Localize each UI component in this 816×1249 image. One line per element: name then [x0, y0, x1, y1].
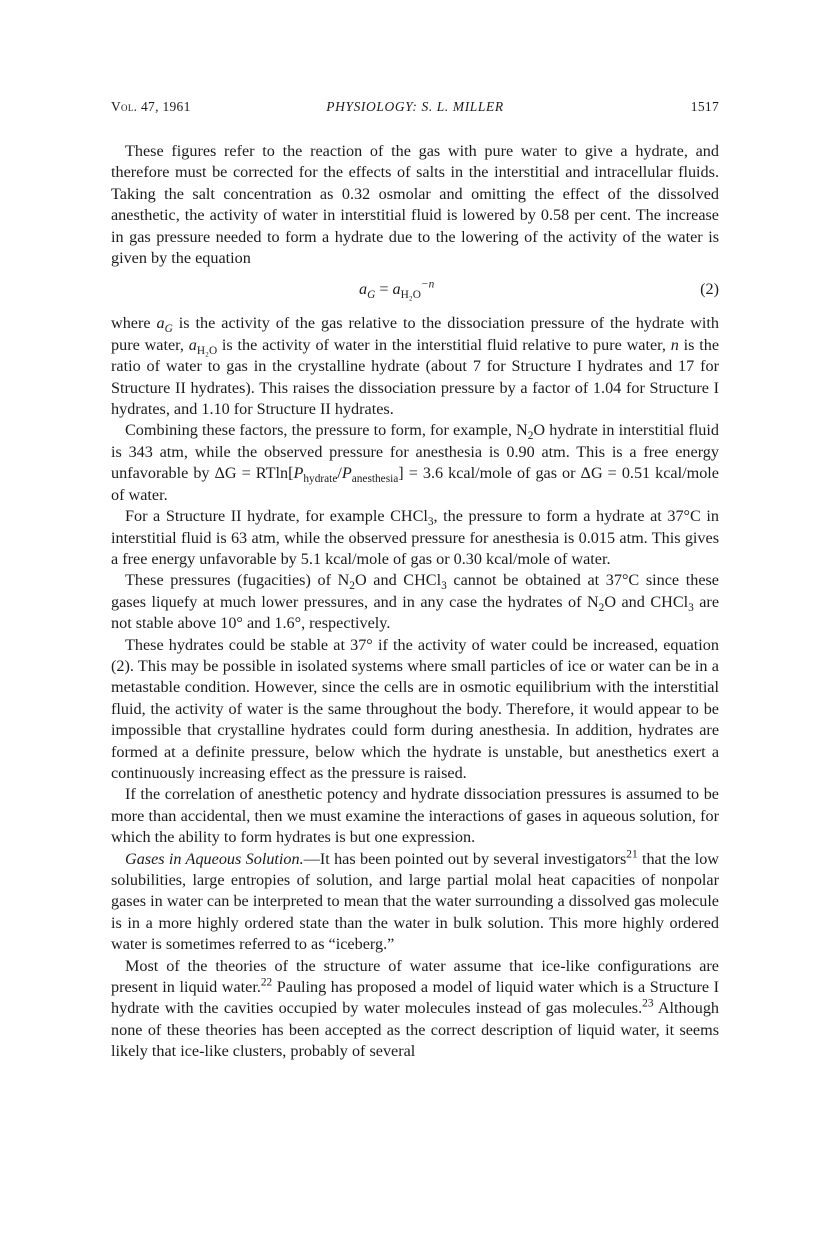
reference-21: 21 [626, 848, 638, 861]
paragraph-3: Combining these factors, the pressure to form, for example, $N_2O$ hydrate in interstitial fluid is 343 atm, while the observed pressure for anesthesia is 0.90 atm. This is a free energy unfavorable by $\Delta G = RTln[P_{hydrate}/P_{anesthesia}] = 3.6$ kcal/mole of gas or ΔG = 0.51 kcal/mole of water. [111, 421, 719, 504]
section-heading: Gases in Aqueous Solution. [125, 849, 304, 868]
running-header [111, 96, 719, 118]
equation-number: (2) [700, 280, 719, 299]
paragraph-6: These hydrates could be stable at 37° if the activity of water could be increased, equation (2). This may be possible in isolated systems where small particles of ice or water can be in a metastable condition. However, since the cells are in osmotic equilibrium with the interstitial fluid, the activity of water is the same throughout the body. Therefore, it would appear to be impossible that crystalline hydrates could form during anesthesia. In addition, hydrates are formed at a definite pressure, below which the hydrate is unstable, but anesthetics exert a continuously increasing effect as the pressure is raised. [111, 635, 719, 782]
document-page [111, 96, 719, 1063]
reference-22: 22 [260, 976, 273, 989]
paragraph-1: These figures refer to the reaction of the gas with pure water to give a hydrate, and therefore must be corrected for the effects of salts in the interstitial and intracellular fluids. Taking the salt concentration as 0.32 osmolar and omitting the effect of the dissolved anesthetic, the activity of water in interstitial fluid is lowered by 0.58 per cent. The increase in gas pressure needed to form a hydrate due to the lowering of the activity of the water is given by the equation [111, 142, 719, 268]
page-number: 1517 [690, 99, 719, 114]
paragraph-5: These pressures (fugacities) of $N_2O$ and CHCl$_3$ cannot be obtained at 37°C since these gases liquefy at much lower pressures, and in any case the hydrates of $N_2O$ and CHCl$_3$ are not stable above 10° and 1.6°, respectively. [111, 571, 720, 633]
paragraph-4: For a Structure II hydrate, for example CHCl$_3$, the pressure to form a hydrate at 37°C in interstitial fluid is 63 atm, while the observed pressure for anesthesia is 0.015 atm. This gives a free energy unfavorable by 5.1 kcal/mole of gas or 0.30 kcal/mole of water. [111, 507, 719, 568]
paragraph-7: If the correlation of anesthetic potency and hydrate dissociation pressures is assumed to be more than accidental, then we must examine the interactions of gases in aqueous solution, for which the ability to form hydrates is but one expression. [111, 785, 719, 847]
paragraph-8: Gases in Aqueous Solution.—It has been pointed out by several investigators$^{21}$ that the low solubilities, large entropies of solution, and large partial molal heat capacities of nonpolar gases in water can be interpreted to mean that the water surrounding a dissolved gas molecule is in a more highly ordered state than the water in bulk solution. This more highly ordered water is sometimes referred to as “iceberg.” [111, 848, 719, 954]
paragraph-2: where $a_G$ is the activity of the gas relative to the dissociation pressure of the hydrate with pure water, $a_{H_2O}$ is the activity of water in the interstitial fluid relative to pure water, n is the ratio of water to gas in the crystalline hydrate (about 7 for Structure I hydrates and 17 for Structure II hydrates). This raises the dissociation pressure by a factor of 1.04 for Structure I hydrates, and 1.10 for Structure II hydrates. [111, 314, 720, 419]
volume-info: Vol. 47, 1961 [111, 99, 191, 114]
reference-23: 23 [642, 998, 654, 1011]
paragraph-9: Most of the theories of the structure of water assume that ice-like configurations are present in liquid water.$^{22}$ Pauling has proposed a model of liquid water which is a Structure I hydrate with the cavities occupied by water molecules instead of gas molecules.$^{23}$ Although none of these theories has been accepted as the correct description of liquid water, it seems likely that ice-like clusters, probably of several [111, 956, 720, 1061]
equation-body: $a_G = a_{H_2O}^{-n}$ [359, 279, 435, 302]
running-title: PHYSIOLOGY: S. L. MILLER [326, 99, 504, 114]
equation-2 [111, 279, 719, 303]
